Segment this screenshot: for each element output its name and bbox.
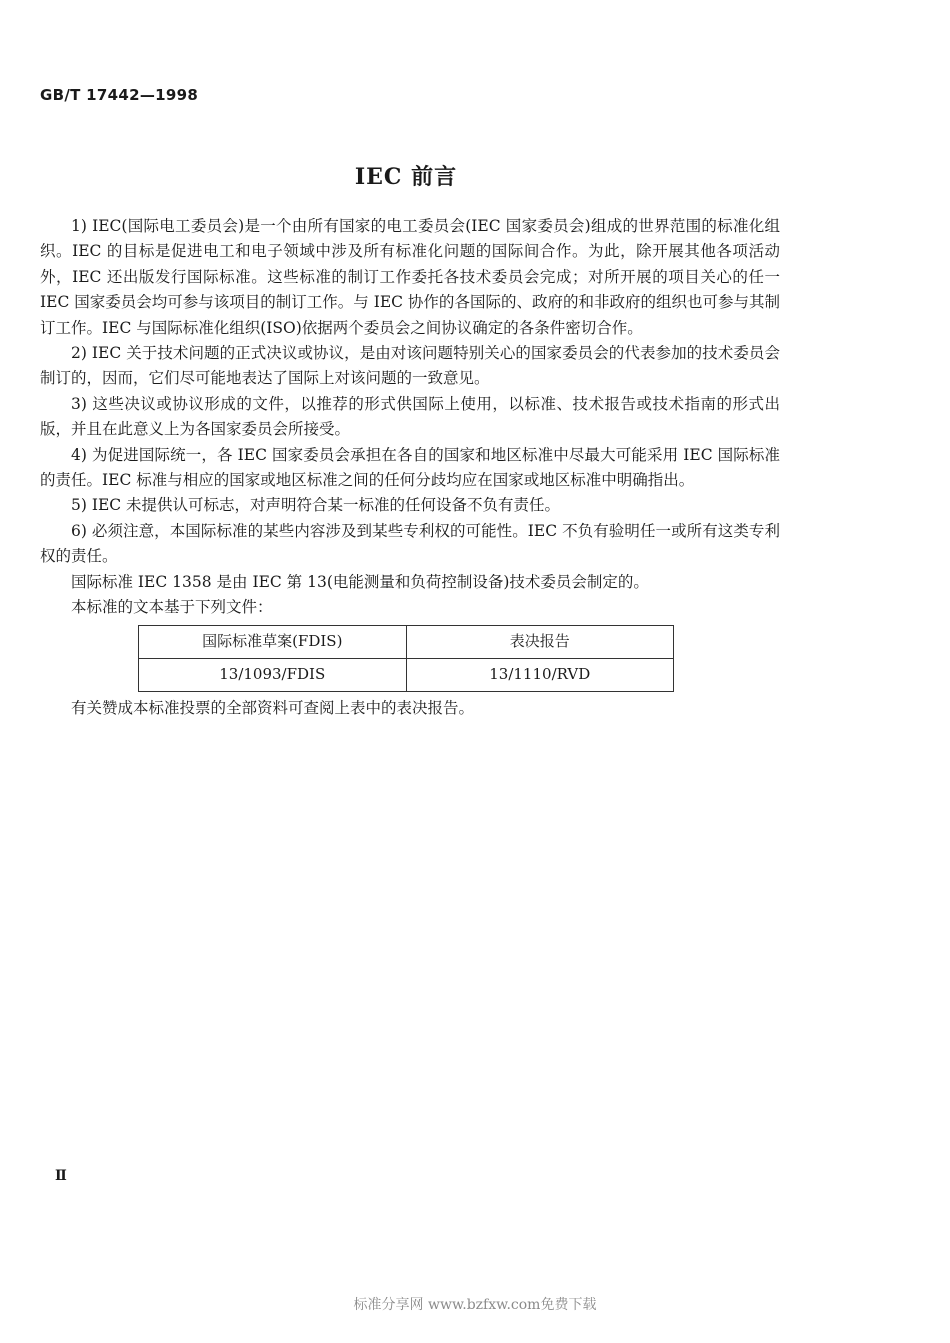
table-row: [139, 658, 674, 691]
documents-table: [138, 625, 674, 692]
paragraph-4: 4) 为促进国际统一，各 IEC 国家委员会承担在各自的国家和地区标准中尽最大可能采用 IEC 国际标准的责任。IEC 标准与相应的国家或地区标准之间的任何分歧均应在国家或地区标准中明确指出。: [40, 445, 780, 490]
table-header-row: [139, 625, 674, 658]
paragraph-committee: 国际标准 IEC 1358 是由 IEC 第 13(电能测量和负荷控制设备)技术委员会制定的。: [71, 572, 649, 591]
page-number: Ⅱ: [55, 1168, 67, 1184]
table-header-fdis: 国际标准草案(FDIS): [139, 625, 407, 658]
paragraph-1: 1) IEC(国际电工委员会)是一个由所有国家的电工委员会(IEC 国家委员会)组成的世界范围的标准化组织。IEC 的目标是促进电工和电子领域中涉及所有标准化问题的国际间合作。为此，除开展其他各项活动外，IEC 还出版发行国际标准。这些标准的制订工作委托各技术委员会完成；对所开展的项目关心的任一 IEC 国家委员会均可参与该项目的制订工作。与 IEC 协作的各国际的、政府的和非政府的组织也可参与其制订工作。IEC 与国际标准化组织(ISO)依据两个委员会之间协议确定的各条件密切合作。: [40, 217, 780, 337]
page-title: IEC 前言: [354, 164, 458, 190]
paragraph-documents-intro: 本标准的文本基于下列文件：: [71, 598, 273, 617]
paragraph-closing: 有关赞成本标准投票的全部资料可查阅上表中的表决报告。: [71, 698, 475, 717]
table-cell-fdis: 13/1093/FDIS: [139, 658, 407, 691]
table-header-rvd: 表决报告: [406, 625, 674, 658]
paragraph-5: 5) IEC 未提供认可标志，对声明符合某一标准的任何设备不负有责任。: [71, 496, 561, 515]
paragraph-6: 6) 必须注意，本国际标准的某些内容涉及到某些专利权的可能性。IEC 不负有验明任一或所有这类专利权的责任。: [40, 521, 780, 566]
paragraph-2: 2) IEC 关于技术问题的正式决议或协议，是由对该问题特别关心的国家委员会的代表参加的技术委员会制订的，因而，它们尽可能地表达了国际上对该问题的一致意见。: [40, 344, 780, 388]
paragraph-3: 3) 这些决议或协议形成的文件，以推荐的形式供国际上使用，以标准、技术报告或技术指南的形式出版，并且在此意义上为各国家委员会所接受。: [40, 394, 780, 439]
standard-number: GB/T 17442—1998: [40, 86, 199, 104]
foreword-body: [40, 214, 780, 721]
table-cell-rvd: 13/1110/RVD: [406, 658, 674, 691]
footer-watermark: 标准分享网 www.bzfxw.com免费下载: [353, 1297, 597, 1313]
